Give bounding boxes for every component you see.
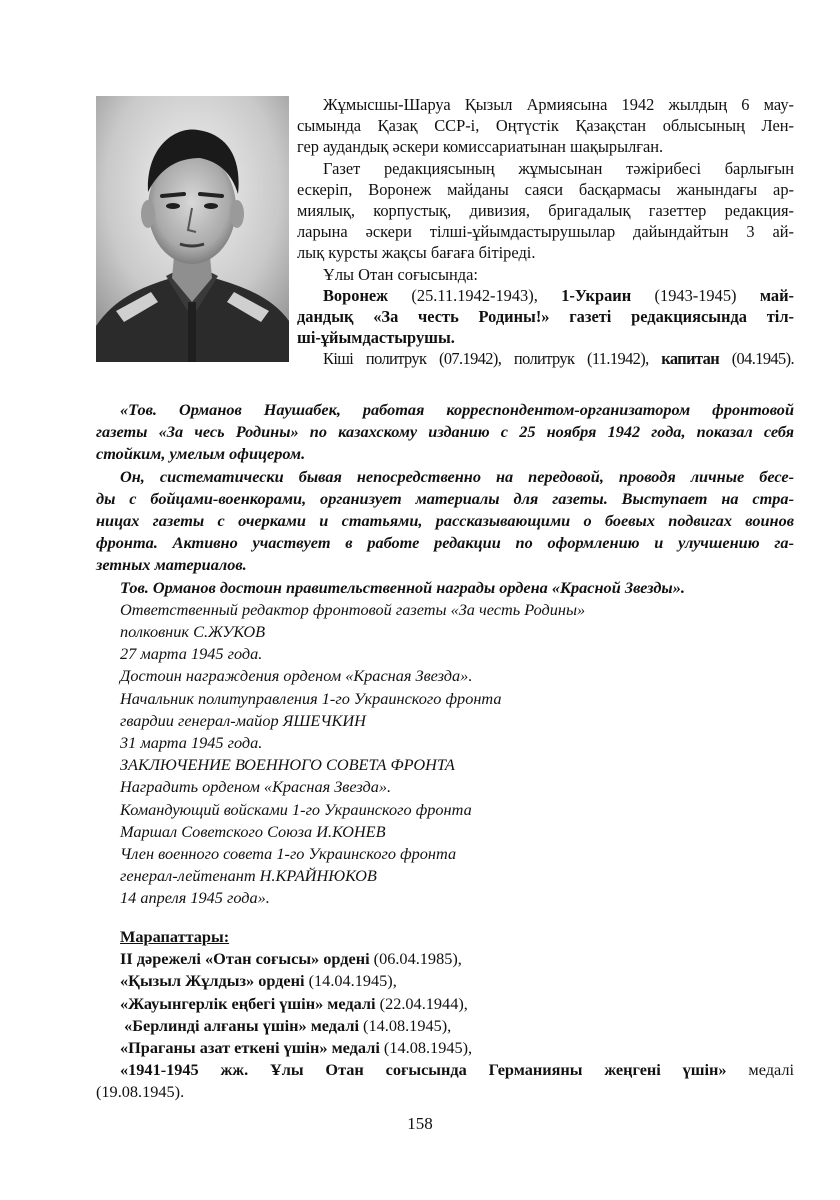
rank-bold: капитан <box>661 349 720 369</box>
award-item <box>96 1015 794 1037</box>
signature-line: Наградить орденом «Красная Звезда». <box>120 777 392 797</box>
bold-text: май- <box>759 285 794 305</box>
award-name: «Қызыл Жұлдыз» ордені <box>120 971 305 991</box>
award-item <box>96 1059 794 1081</box>
award-name: «Праганы азат еткені үшін» медалі <box>120 1038 380 1058</box>
bio-line: миялық, корпустық, дивизия, бригадалық газеттер редакция- <box>297 201 794 221</box>
award-date: (14.08.1945), <box>358 1015 452 1035</box>
bio-line: ескеріп, Воронеж майданы саяси басқармасы жанындағы ар- <box>297 179 794 199</box>
signature-line: 31 марта 1945 года. <box>120 733 263 753</box>
citation-line: газеты «За чесь Родины» по казахскому изданию с 25 ноября 1942 года, показал себя <box>96 422 794 442</box>
page-number: 158 <box>407 1114 433 1133</box>
award-item <box>96 1037 794 1059</box>
citation-line: стойким, умелым офицером. <box>96 444 306 464</box>
award-citation <box>96 399 794 910</box>
awards-section <box>96 926 794 1104</box>
award-date: (22.04.1944), <box>375 993 468 1013</box>
rank-text: Кіші политрук (07.1942), политрук (11.1942), <box>323 349 662 369</box>
front-name: Воронеж <box>323 285 389 305</box>
signature-line: полковник С.ЖУКОВ <box>120 622 266 642</box>
signature-line: гвардии генерал-майор ЯШЕЧКИН <box>120 710 366 730</box>
signature-line: Член военного совета 1-го Украинского фронта <box>120 844 457 864</box>
citation-line: «Тов. Орманов Наушабек, работая корреспондентом-организатором фронтовой <box>120 400 794 419</box>
rank-date: (04.1945). <box>719 349 794 369</box>
bio-line: гер аудандық әскери комиссариатынан шақырылған. <box>297 137 664 157</box>
citation-line: ницах газеты с очерками и статьями, рассказывающими о боевых подвигах воинов <box>96 511 794 531</box>
award-name: «1941-1945 жж. Ұлы Отан соғысында Германияны жеңгені үшін» <box>120 1060 727 1080</box>
citation-line: ды с бойцами-военкорами, организует материалы для газеты. Выступает на стра- <box>96 488 794 508</box>
bold-text: ші-ұйымдастырушы. <box>297 328 455 348</box>
bio-line: Жұмысшы-Шаруа Қызыл Армиясына 1942 жылдың 6 мау- <box>323 95 794 114</box>
awards-heading-text: Марапаттары: <box>120 927 230 946</box>
signature-line: Начальник политуправления 1-го Украинского фронта <box>120 688 502 708</box>
bio-line: лық курсты жақсы бағаға бітіреді. <box>297 243 536 263</box>
front-name: 1-Украин <box>561 285 632 305</box>
biography-text <box>297 94 794 370</box>
award-item <box>96 948 794 970</box>
award-date: (14.04.1945), <box>304 971 397 991</box>
award-name: «Берлинді алғаны үшін» медалі <box>120 1015 359 1035</box>
bio-line <box>297 348 794 369</box>
award-date: (14.08.1945), <box>379 1038 473 1058</box>
award-date-line: (19.08.1945). <box>96 1082 185 1102</box>
signature-line: Маршал Советского Союза И.КОНЕВ <box>120 821 386 841</box>
citation-line: фронта. Активно участвует в работе редакции по оформлению и улучшению га- <box>96 533 794 553</box>
signature-line: Достоин награждения орденом «Красная Звезда». <box>120 666 473 686</box>
award-item <box>96 993 794 1015</box>
bio-line: Ұлы Отан соғысында: <box>323 264 478 284</box>
portrait-photo <box>96 96 289 362</box>
bio-line <box>297 285 794 306</box>
citation-line: зетных материалов. <box>96 555 247 575</box>
signature-line: ЗАКЛЮЧЕНИЕ ВОЕННОГО СОВЕТА ФРОНТА <box>120 755 455 775</box>
award-name: «Жауынгерлік еңбегі үшін» медалі <box>120 993 376 1013</box>
signature-line: Командующий войсками 1-го Украинского фронта <box>120 799 472 819</box>
bio-line: Газет редакциясының жұмысынан тәжірибесі барлығын <box>323 158 794 178</box>
date-range: (25.11.1942-1943), <box>388 285 562 305</box>
signature-line: 14 апреля 1945 года». <box>120 888 270 908</box>
award-item <box>96 970 794 992</box>
bio-line: сымында Қазақ ССР-і, Оңтүстік Қазақстан облысының Лен- <box>297 116 794 136</box>
signature-line: Ответственный редактор фронтовой газеты «За честь Родины» <box>120 599 586 619</box>
date-range: (1943-1945) <box>631 285 760 305</box>
award-name: II дәрежелі «Отан соғысы» ордені <box>120 949 370 969</box>
signature-line: 27 марта 1945 года. <box>120 644 263 664</box>
citation-line: Он, систематически бывая непосредственно на передовой, проводя личные бесе- <box>120 466 794 486</box>
bio-line <box>297 327 794 348</box>
signature-line: генерал-лейтенант Н.КРАЙНЮКОВ <box>120 866 377 886</box>
citation-line: Тов. Орманов достоин правительственной награды ордена «Красной Звезды». <box>120 577 685 597</box>
award-name-suffix: медалі <box>726 1060 795 1080</box>
award-date: (06.04.1985), <box>369 949 462 969</box>
awards-heading <box>96 926 794 948</box>
bio-line: ларына әскери тілші-ұйымдастырушылар дайындайтын 3 ай- <box>297 222 794 242</box>
bold-text: дандық «За честь Родины!» газеті редакциясында тіл- <box>297 307 794 327</box>
bio-line <box>297 306 794 327</box>
